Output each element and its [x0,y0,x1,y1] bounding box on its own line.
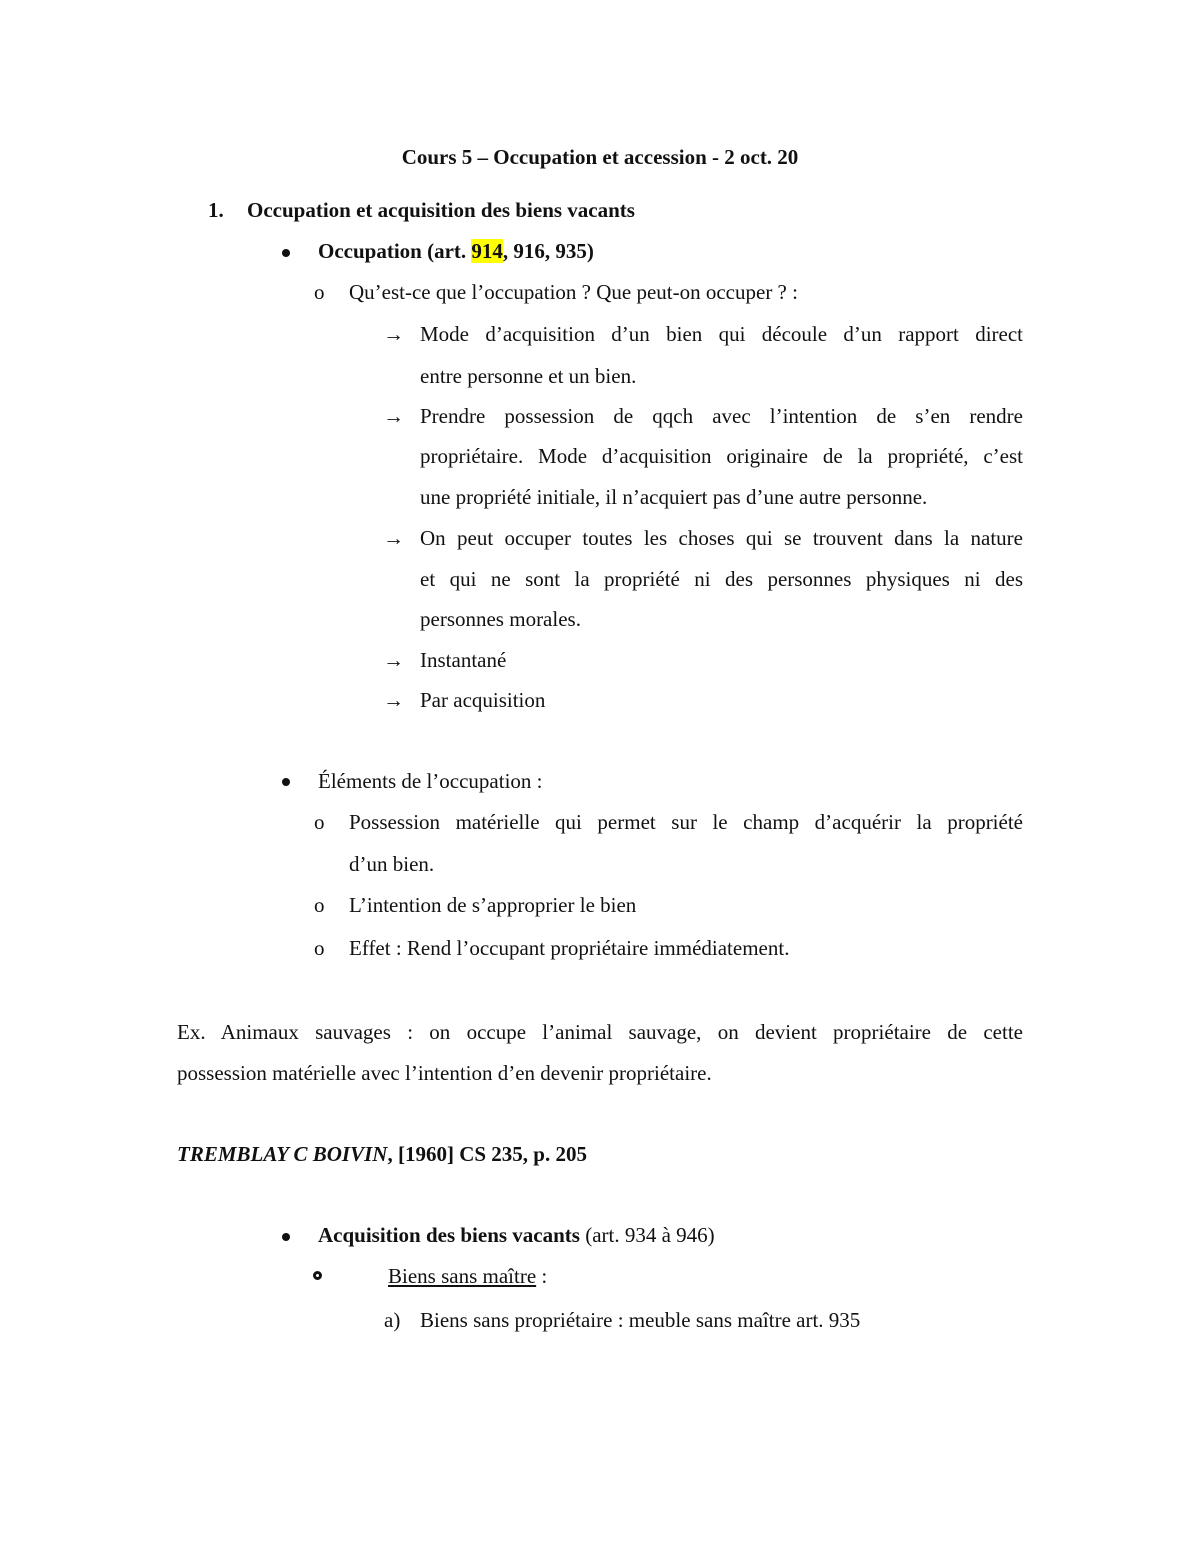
item-a-marker: a) [384,1308,401,1332]
arrow-item-3-line-1: On peut occuper toutes les choses qui se trouvent dans la nature [420,526,1023,550]
element-item-2: L’intention de s’approprier le bien [349,893,637,917]
occupation-label-end: , 916, 935) [502,239,594,263]
document-title: Cours 5 – Occupation et accession - 2 oct. 20 [401,145,799,169]
bullet-icon [282,249,290,257]
element-item-1-line-2: d’un bien. [349,852,435,876]
arrow-icon: → [383,404,404,428]
biens-sans-maitre-suffix: : [536,1264,548,1288]
arrow-item-2-line-1: Prendre possession de qqch avec l’intention de s’en rendre [420,404,1023,428]
section-number: 1. [208,198,224,222]
occupation-question: Qu’est-ce que l’occupation ? Que peut-on occuper ? : [349,280,798,304]
sub-bullet-marker: o [314,280,325,304]
section-heading: Occupation et acquisition des biens vacants [247,198,635,222]
item-a-text: Biens sans propriétaire : meuble sans maître art. 935 [420,1308,861,1332]
highlighted-article: 914 [471,239,503,263]
biens-sans-maitre-text: Biens sans maître [388,1264,537,1288]
arrow-item-4: Instantané [420,648,507,672]
arrow-item-1-line-1: Mode d’acquisition d’un bien qui découle d’un rapport direct [420,322,1023,346]
example-line-2: possession matérielle avec l’intention d’en devenir propriétaire. [177,1061,712,1085]
example-line-1: Ex. Animaux sauvages : on occupe l’animal sauvage, on devient propriétaire de cette [177,1020,1023,1044]
arrow-item-2-line-2: propriétaire. Mode d’acquisition originaire de la propriété, c’est [420,444,1023,468]
biens-sans-maitre-label [388,1262,547,1290]
acquisition-label-rest: (art. 934 à 946) [579,1223,715,1247]
arrow-icon: → [383,688,404,712]
bullet-icon [282,778,290,786]
bold-circle-bullet-icon [313,1271,322,1280]
arrow-item-1-line-2: entre personne et un bien. [420,364,637,388]
arrow-item-3-line-3: personnes morales. [420,607,581,631]
arrow-icon: → [383,322,404,346]
arrow-item-2-line-3: une propriété initiale, il n’acquiert pas d’une autre personne. [420,485,928,509]
arrow-icon: → [383,526,404,550]
arrow-icon: → [383,648,404,672]
bullet-icon [282,1233,290,1241]
occupation-label-start: Occupation (art. [318,239,472,263]
element-item-3: Effet : Rend l’occupant propriétaire immédiatement. [349,936,790,960]
case-citation: , [1960] CS 235, p. 205 [387,1142,587,1166]
arrow-item-5: Par acquisition [420,688,546,712]
acquisition-label [318,1221,715,1249]
sub-bullet-marker: o [314,810,325,834]
element-item-1-line-1: Possession matérielle qui permet sur le champ d’acquérir la propriété [349,810,1023,834]
case-reference [177,1140,587,1168]
sub-bullet-marker: o [314,936,325,960]
acquisition-label-bold: Acquisition des biens vacants [318,1223,580,1247]
case-name: TREMBLAY C BOIVIN [177,1142,388,1166]
elements-label: Éléments de l’occupation : [318,769,543,793]
occupation-label [318,237,594,265]
arrow-item-3-line-2: et qui ne sont la propriété ni des personnes physiques ni des [420,567,1023,591]
sub-bullet-marker: o [314,893,325,917]
